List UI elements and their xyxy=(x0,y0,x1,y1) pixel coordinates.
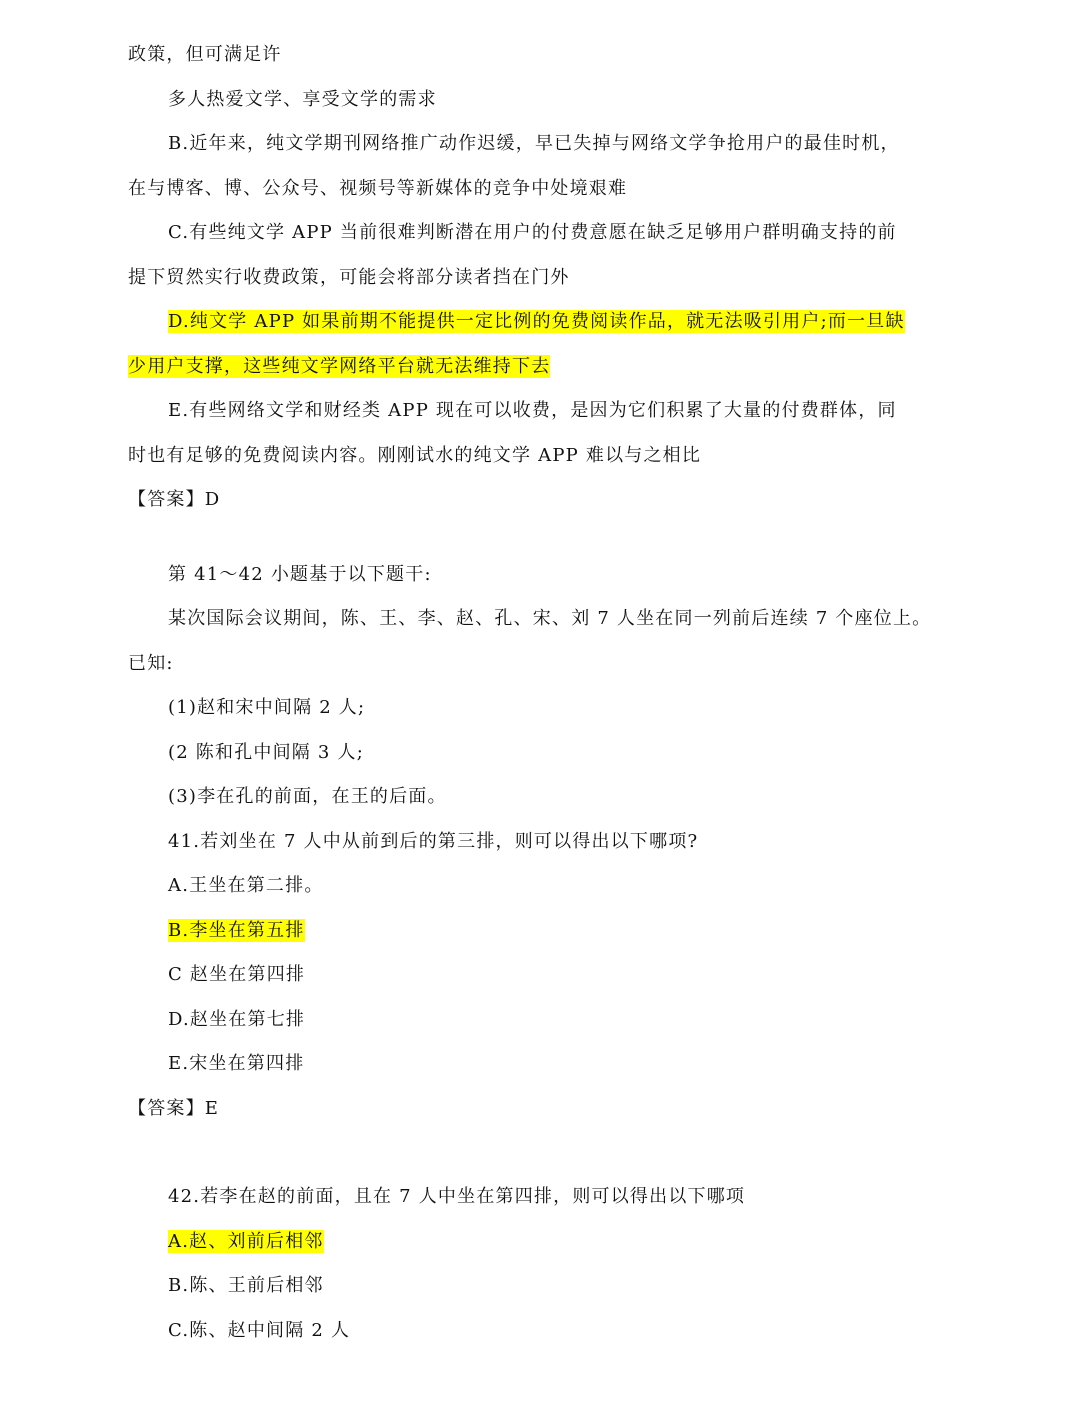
q41-option-d: D.赵坐在第七排 xyxy=(168,1009,306,1030)
question-42: 42.若李在赵的前面，且在 7 人中坐在第四排，则可以得出以下哪项 xyxy=(168,1186,746,1207)
option-d-line-1-highlighted: D.纯文学 APP 如果前期不能提供一定比例的免费阅读作品，就无法吸引用户;而一旦缺 xyxy=(168,311,905,332)
question-stem-line-2: 已知: xyxy=(128,653,174,674)
condition-2: (2 陈和孔中间隔 3 人; xyxy=(168,742,364,763)
text-line-2: 多人热爱文学、享受文学的需求 xyxy=(168,89,437,110)
text-line-1: 政策，但可满足许 xyxy=(128,44,282,65)
option-d-line-2-highlighted: 少用户支撑，这些纯文学网络平台就无法维持下去 xyxy=(128,356,551,377)
option-b-line-2: 在与博客、博、公众号、视频号等新媒体的竞争中处境艰难 xyxy=(128,178,628,199)
condition-1: (1)赵和宋中间隔 2 人; xyxy=(168,697,366,718)
option-e-line-2: 时也有足够的免费阅读内容。刚刚试水的纯文学 APP 难以与之相比 xyxy=(128,445,702,466)
q41-option-c: C 赵坐在第四排 xyxy=(168,964,306,985)
question-stem-line-1: 某次国际会议期间，陈、王、李、赵、孔、宋、刘 7 人坐在同一列前后连续 7 个座位上。 xyxy=(168,608,932,629)
answer-40: 【答案】D xyxy=(128,489,221,510)
q42-option-a-highlighted: A.赵、刘前后相邻 xyxy=(168,1231,324,1252)
question-41: 41.若刘坐在 7 人中从前到后的第三排，则可以得出以下哪项? xyxy=(168,831,699,852)
option-b-line-1: B.近年来，纯文学期刊网络推广动作迟缓，早已失掉与网络文学争抢用户的最佳时机， xyxy=(168,133,900,154)
question-stem-heading: 第 41～42 小题基于以下题干: xyxy=(168,564,432,585)
q42-option-b: B.陈、王前后相邻 xyxy=(168,1275,324,1296)
answer-41: 【答案】E xyxy=(128,1098,220,1119)
q41-option-a: A.王坐在第二排。 xyxy=(168,875,324,896)
q41-option-e: E.宋坐在第四排 xyxy=(168,1053,305,1074)
condition-3: (3)李在孔的前面，在王的后面。 xyxy=(168,786,447,807)
option-c-line-2: 提下贸然实行收费政策，可能会将部分读者挡在门外 xyxy=(128,267,570,288)
q41-option-b-highlighted: B.李坐在第五排 xyxy=(168,920,305,941)
option-e-line-1: E.有些网络文学和财经类 APP 现在可以收费，是因为它们积累了大量的付费群体，同 xyxy=(168,400,897,421)
q42-option-c: C.陈、赵中间隔 2 人 xyxy=(168,1320,351,1341)
option-c-line-1: C.有些纯文学 APP 当前很难判断潜在用户的付费意愿在缺乏足够用户群明确支持的前 xyxy=(168,222,897,243)
